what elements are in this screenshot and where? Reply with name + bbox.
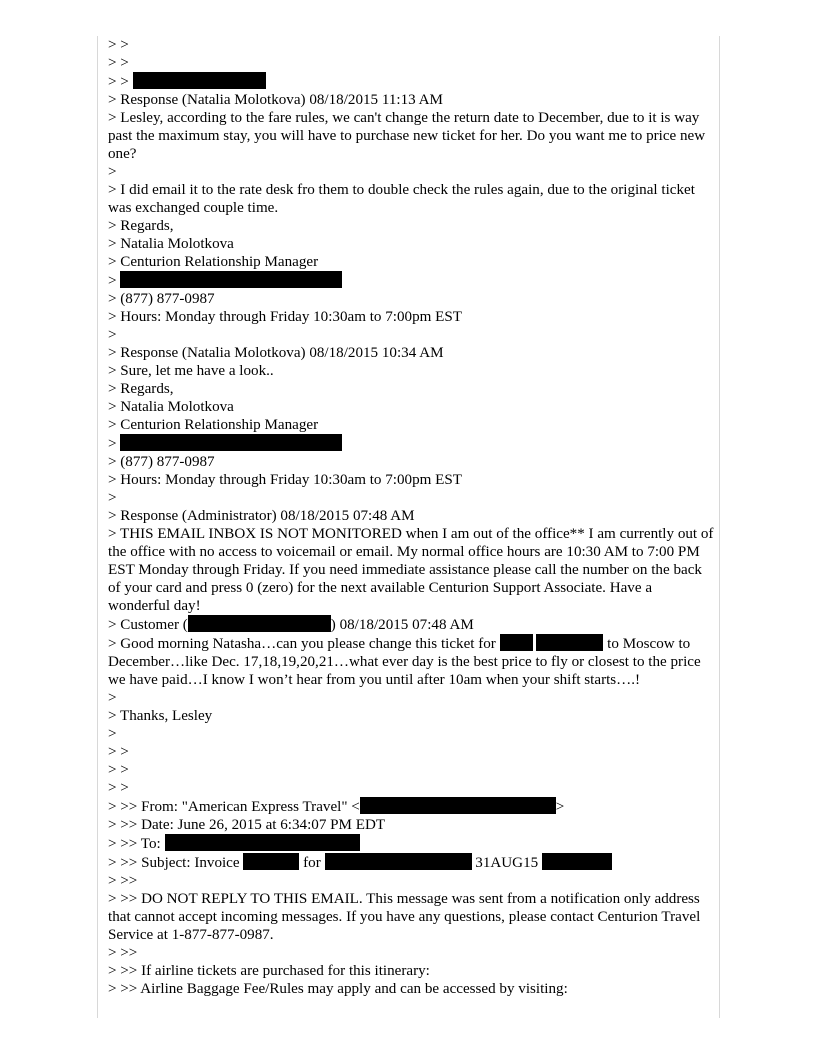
email-line (108, 525, 718, 615)
line-text: > >> From: "American Express Travel" < (108, 799, 360, 815)
line-text: > Regards, (108, 218, 174, 234)
redaction-box (243, 853, 299, 870)
email-line (108, 962, 714, 980)
email-line (108, 507, 714, 525)
line-text: > > (108, 780, 129, 796)
redaction-box (536, 634, 603, 651)
email-line (108, 344, 714, 362)
line-text: > (877) 877-0987 (108, 454, 215, 470)
line-text: > Natalia Molotkova (108, 236, 234, 252)
email-line (108, 398, 714, 416)
email-line (108, 689, 714, 707)
line-text: > >> DO NOT REPLY TO THIS EMAIL. This message was sent from a notification only address that cannot accept incoming messages. If you have any questions, please contact Centurion Travel Service at 1-877-877-0987. (108, 891, 705, 943)
redaction-box (360, 797, 556, 814)
line-text: > >> (108, 945, 138, 961)
line-text: > >> Date: June 26, 2015 at 6:34:07 PM EDT (108, 817, 386, 833)
line-text: > (108, 490, 117, 506)
redaction-box (500, 634, 533, 651)
email-line (108, 779, 714, 797)
line-text: > (108, 436, 121, 452)
redaction-box (120, 434, 342, 451)
line-text: > (555, 799, 565, 815)
line-text: > Sure, let me have a look.. (108, 363, 274, 379)
email-line (108, 308, 714, 326)
email-line (108, 615, 714, 634)
email-line (108, 380, 714, 398)
line-text: > (108, 327, 117, 343)
line-text: > Hours: Monday through Friday 10:30am to 7:00pm EST (108, 309, 462, 325)
line-text: > > (108, 55, 129, 71)
line-text: > Good morning Natasha…can you please change this ticket for (108, 636, 500, 652)
email-line (108, 253, 714, 271)
line-text: > >> Airline Baggage Fee/Rules may apply and can be accessed by visiting: (108, 981, 568, 997)
line-text: > > (108, 37, 129, 53)
email-line (108, 181, 714, 217)
line-text: > Response (Administrator) 08/18/2015 07:48 AM (108, 508, 415, 524)
email-line (108, 434, 714, 453)
email-line (108, 797, 714, 816)
line-text: ) 08/18/2015 07:48 AM (330, 617, 474, 633)
email-line (108, 872, 714, 890)
line-text: > (877) 877-0987 (108, 291, 215, 307)
email-line (108, 109, 714, 163)
email-line (108, 944, 714, 962)
line-text: > > (108, 762, 129, 778)
email-line (108, 163, 714, 181)
email-line (108, 834, 714, 853)
line-text: to Moscow to December…like Dec. 17,18,19,20,21…what ever day is the best price to fly or closest to the price we have paid…I know I won’t hear from you until after 10am when your shift starts….! (108, 636, 705, 688)
email-line (108, 271, 714, 290)
email-line (108, 634, 714, 689)
line-text: > (108, 273, 121, 289)
line-text: > Response (Natalia Molotkova) 08/18/2015 11:13 AM (108, 92, 443, 108)
email-line (108, 725, 714, 743)
email-line (108, 471, 714, 489)
line-text: 31AUG15 (471, 855, 542, 871)
email-line (108, 743, 714, 761)
email-line (108, 290, 714, 308)
email-line (108, 54, 714, 72)
line-text: > >> Subject: Invoice (108, 855, 244, 871)
line-text: > Centurion Relationship Manager (108, 417, 319, 433)
email-line (108, 761, 714, 779)
line-text: > I did email it to the rate desk fro them to double check the rules again, due to the original ticket was exchanged couple time. (108, 182, 699, 216)
email-line (108, 853, 714, 872)
line-text: > >> To: (108, 836, 165, 852)
line-text: > Lesley, according to the fare rules, we can't change the return date to December, due to it is way past the maximum stay, you will have to purchase new ticket for her. Do you want me to price new one? (108, 110, 709, 162)
line-text: > THIS EMAIL INBOX IS NOT MONITORED when I am out of the office** I am currently out of the office with no access to voicemail or email. My normal office hours are 10:30 AM to 7:00 PM EST Monday through Friday. If you need immediate assistance please call the number on the back of your card and press 0 (zero) for the next available Centurion Support Associate. Have a wonderful day! (108, 526, 718, 614)
email-line (108, 235, 714, 253)
line-text: > Thanks, Lesley (108, 708, 213, 724)
line-text: > Centurion Relationship Manager (108, 254, 319, 270)
email-line (108, 72, 714, 91)
line-text: > (108, 690, 117, 706)
redaction-box (165, 834, 360, 851)
email-line (108, 217, 714, 235)
email-line (108, 707, 714, 725)
email-line (108, 91, 714, 109)
redaction-box (188, 615, 331, 632)
email-line (108, 36, 714, 54)
line-text: > Hours: Monday through Friday 10:30am to 7:00pm EST (108, 472, 462, 488)
redaction-box (325, 853, 472, 870)
line-text: > >> (108, 873, 138, 889)
email-line (108, 362, 714, 380)
redaction-box (542, 853, 612, 870)
email-line (108, 489, 714, 507)
line-text: > Response (Natalia Molotkova) 08/18/2015 10:34 AM (108, 345, 444, 361)
redaction-box (120, 271, 342, 288)
line-text: > > (108, 744, 129, 760)
line-text: > (108, 164, 117, 180)
line-text: > Customer ( (108, 617, 188, 633)
line-text: for (299, 855, 325, 871)
email-line (108, 416, 714, 434)
email-line (108, 453, 714, 471)
email-line (108, 816, 714, 834)
email-line (108, 326, 714, 344)
line-text: > Natalia Molotkova (108, 399, 234, 415)
email-line (108, 890, 714, 944)
email-line (108, 980, 714, 998)
line-text: > Regards, (108, 381, 174, 397)
line-text: > > (108, 74, 133, 90)
line-text: > (108, 726, 117, 742)
email-thread (108, 36, 718, 998)
line-text: > >> If airline tickets are purchased for this itinerary: (108, 963, 430, 979)
redaction-box (133, 72, 266, 89)
